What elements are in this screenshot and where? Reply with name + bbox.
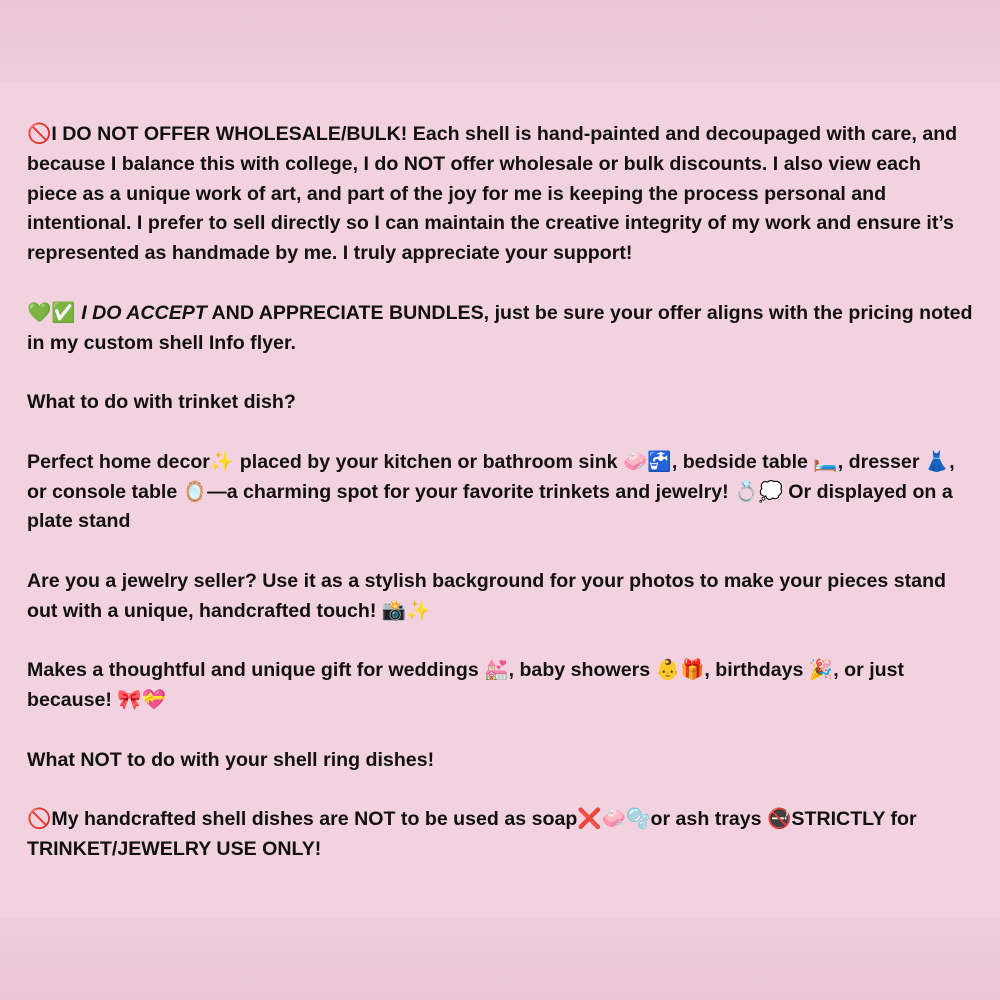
bottom-band bbox=[0, 918, 1000, 1000]
home-decor-paragraph: Perfect home decor✨ placed by your kitchen or bathroom sink 🧼🚰, bedside table 🛏️, dresser 👗, or console table 🪞—a charming spot for your favorite trinkets and jewelry! 💍💭 Or displayed on a plate stand bbox=[27, 450, 955, 533]
listing-description bbox=[27, 120, 975, 865]
wholesale-notice: 🚫I DO NOT OFFER WHOLESALE/BULK! Each shell is hand-painted and decoupaged with care, and because I balance this with college, I do NOT offer wholesale or bulk discounts. I also view each piece as a unique work of art, and part of the joy for me is keeping the process personal and intentional. I prefer to sell directly so I can maintain the creative integrity of my work and ensure it’s represented as handmade by me. I truly appreciate your support! bbox=[27, 123, 958, 265]
bundles-rest: AND APPRECIATE BUNDLES, just be sure your offer aligns with the pricing noted in my custom shell Info flyer. bbox=[27, 301, 973, 354]
bundles-prefix: 💚✅ bbox=[27, 301, 82, 324]
bundles-notice bbox=[27, 299, 975, 359]
usage-warning: 🚫My handcrafted shell dishes are NOT to be used as soap❌🧼🫧or ash trays 🚭STRICTLY for TRINKET/JEWELRY USE ONLY! bbox=[27, 808, 917, 861]
what-not-heading: What NOT to do with your shell ring dishes! bbox=[27, 748, 435, 771]
what-to-do-heading: What to do with trinket dish? bbox=[27, 391, 296, 414]
bundles-emphasis: I DO ACCEPT bbox=[81, 301, 207, 324]
gift-paragraph: Makes a thoughtful and unique gift for weddings 💒, baby showers 👶🎁, birthdays 🎉, or just because! 🎀💝 bbox=[27, 659, 905, 712]
top-band bbox=[0, 0, 1000, 82]
jewelry-seller-paragraph: Are you a jewelry seller? Use it as a stylish background for your photos to make your pieces stand out with a unique, handcrafted touch! 📸✨ bbox=[27, 569, 947, 622]
